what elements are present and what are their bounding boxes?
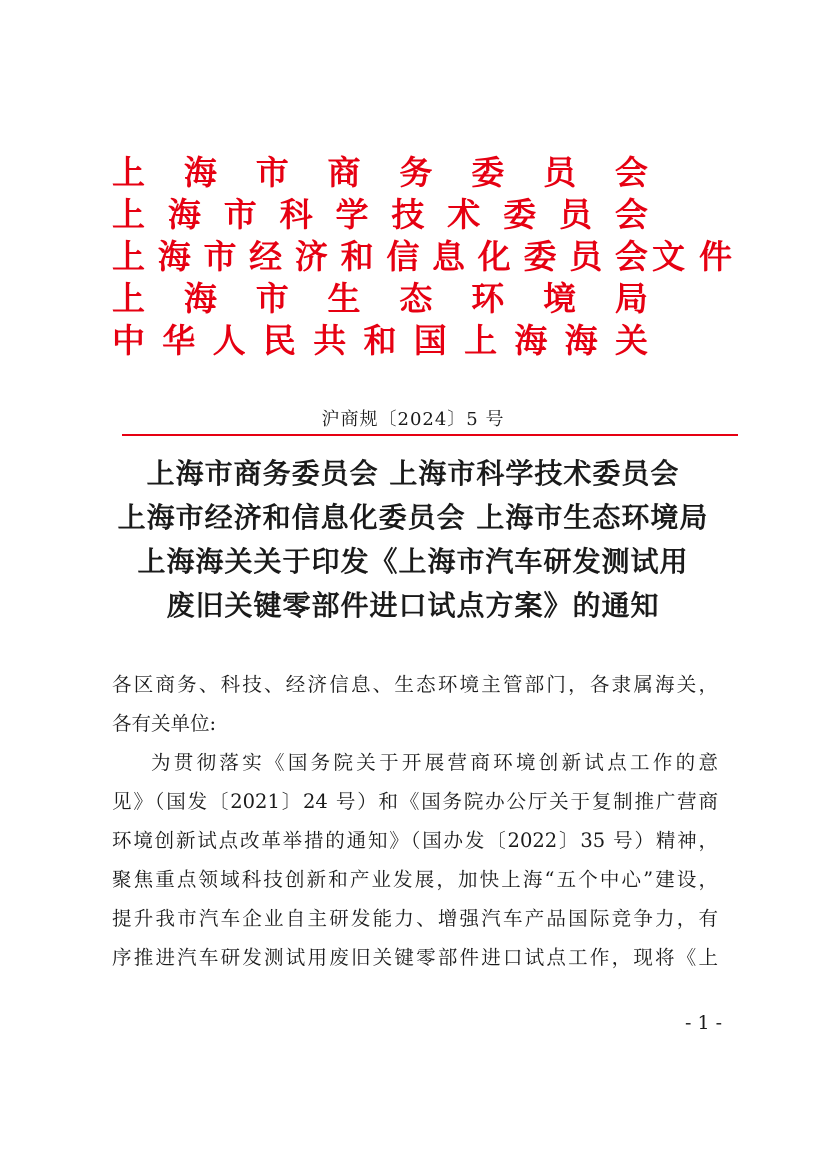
issuer-char: 和 [363,321,397,360]
issuer-char: 件 [699,237,732,276]
issuer-line [112,273,652,318]
issuer-char: 海 [564,321,598,360]
issuer-char: 态 [399,279,433,318]
issuer-char: 上 [112,237,145,276]
issuer-char: 人 [212,321,246,360]
issuer-char: 商 [327,153,361,192]
issuer-char: 会 [614,153,648,192]
issuer-char: 技 [391,195,425,234]
issuer-char: 上 [112,279,145,318]
issuer-char: 民 [262,321,296,360]
issuer-char: 科 [279,195,313,234]
issuer-char: 海 [157,237,191,276]
issuer-char: 市 [223,195,257,234]
issuer-line [112,231,732,276]
salutation [112,665,718,743]
document-title-line: 上海市商务委员会 上海市科学技术委员会 [146,457,680,490]
issuer-char: 委 [471,153,505,192]
issuer-char: 中 [112,321,145,360]
issuer-char: 境 [543,279,577,318]
issuer-name [112,189,648,236]
issuer-char: 信 [386,237,420,276]
issuer-name [112,147,648,194]
salutation-line: 各区商务、科技、经济信息、生态环境主管部门，各隶属海关， [112,673,718,696]
body-line: 环境创新试点改革举措的通知》（国办发〔2022〕35 号）精神， [112,829,718,852]
issuer-char: 海 [167,195,201,234]
issuer-char: 息 [432,237,466,276]
issuer-char: 上 [112,153,145,192]
issuer-line [112,147,652,192]
issuer-char: 海 [514,321,548,360]
page-number: - 1 - [684,1012,722,1034]
document-title-line: 上海海关关于印发《上海市汽车研发测试用 [137,545,689,578]
issuer-char: 济 [294,237,328,276]
issuer-char: 上 [464,321,498,360]
issuer-suffix [652,231,732,278]
issuer-char: 术 [447,195,481,234]
issuer-char: 文 [652,237,685,276]
issuer-line [112,189,652,234]
issuer-char: 委 [523,237,557,276]
red-separator-line [122,434,738,436]
issuer-char: 员 [569,237,603,276]
issuer-char: 委 [503,195,537,234]
issuer-char: 市 [203,237,237,276]
issuer-char: 上 [112,195,145,234]
body-line: 提升我市汽车企业自主研发能力、增强汽车产品国际竞争力，有 [112,907,718,930]
issuer-char: 华 [162,321,196,360]
issuer-char: 市 [255,153,289,192]
issuer-char: 国 [413,321,447,360]
issuer-name [112,315,648,362]
document-number: 沪商规〔2024〕5 号 [321,409,505,430]
issuer-char: 员 [543,153,577,192]
body-text [112,743,718,977]
issuer-char: 共 [313,321,347,360]
issuer-line [112,315,652,360]
issuer-name [112,273,648,320]
issuer-char: 员 [559,195,592,234]
salutation-line: 各有关单位: [112,712,217,735]
issuer-char: 务 [399,153,433,192]
issuer-char: 化 [477,237,511,276]
issuer-char: 会 [614,237,648,276]
body-line: 见》（国发〔2021〕24 号）和《国务院办公厅关于复制推广营商 [112,790,718,813]
issuer-char: 局 [614,279,648,318]
issuer-char: 生 [327,279,361,318]
issuer-char: 环 [471,279,505,318]
body-line: 为贯彻落实《国务院关于开展营商环境创新试点工作的意 [151,751,718,774]
issuer-char: 和 [340,237,374,276]
issuer-char: 学 [335,195,369,234]
body-line: 聚焦重点领域科技创新和产业发展，加快上海“五个中心”建设， [112,868,718,891]
body-line: 序推进汽车研发测试用废旧关键零部件进口试点工作，现将《上 [112,946,718,969]
issuer-char: 关 [614,321,648,360]
issuer-char: 海 [183,153,217,192]
issuer-char: 经 [249,237,283,276]
document-title-line: 废旧关键零部件进口试点方案》的通知 [166,589,660,622]
issuer-char: 会 [614,195,648,234]
issuer-char: 海 [183,279,217,318]
document-title-line: 上海市经济和信息化委员会 上海市生态环境局 [117,501,709,534]
issuer-name [112,231,648,278]
issuer-char: 市 [255,279,289,318]
